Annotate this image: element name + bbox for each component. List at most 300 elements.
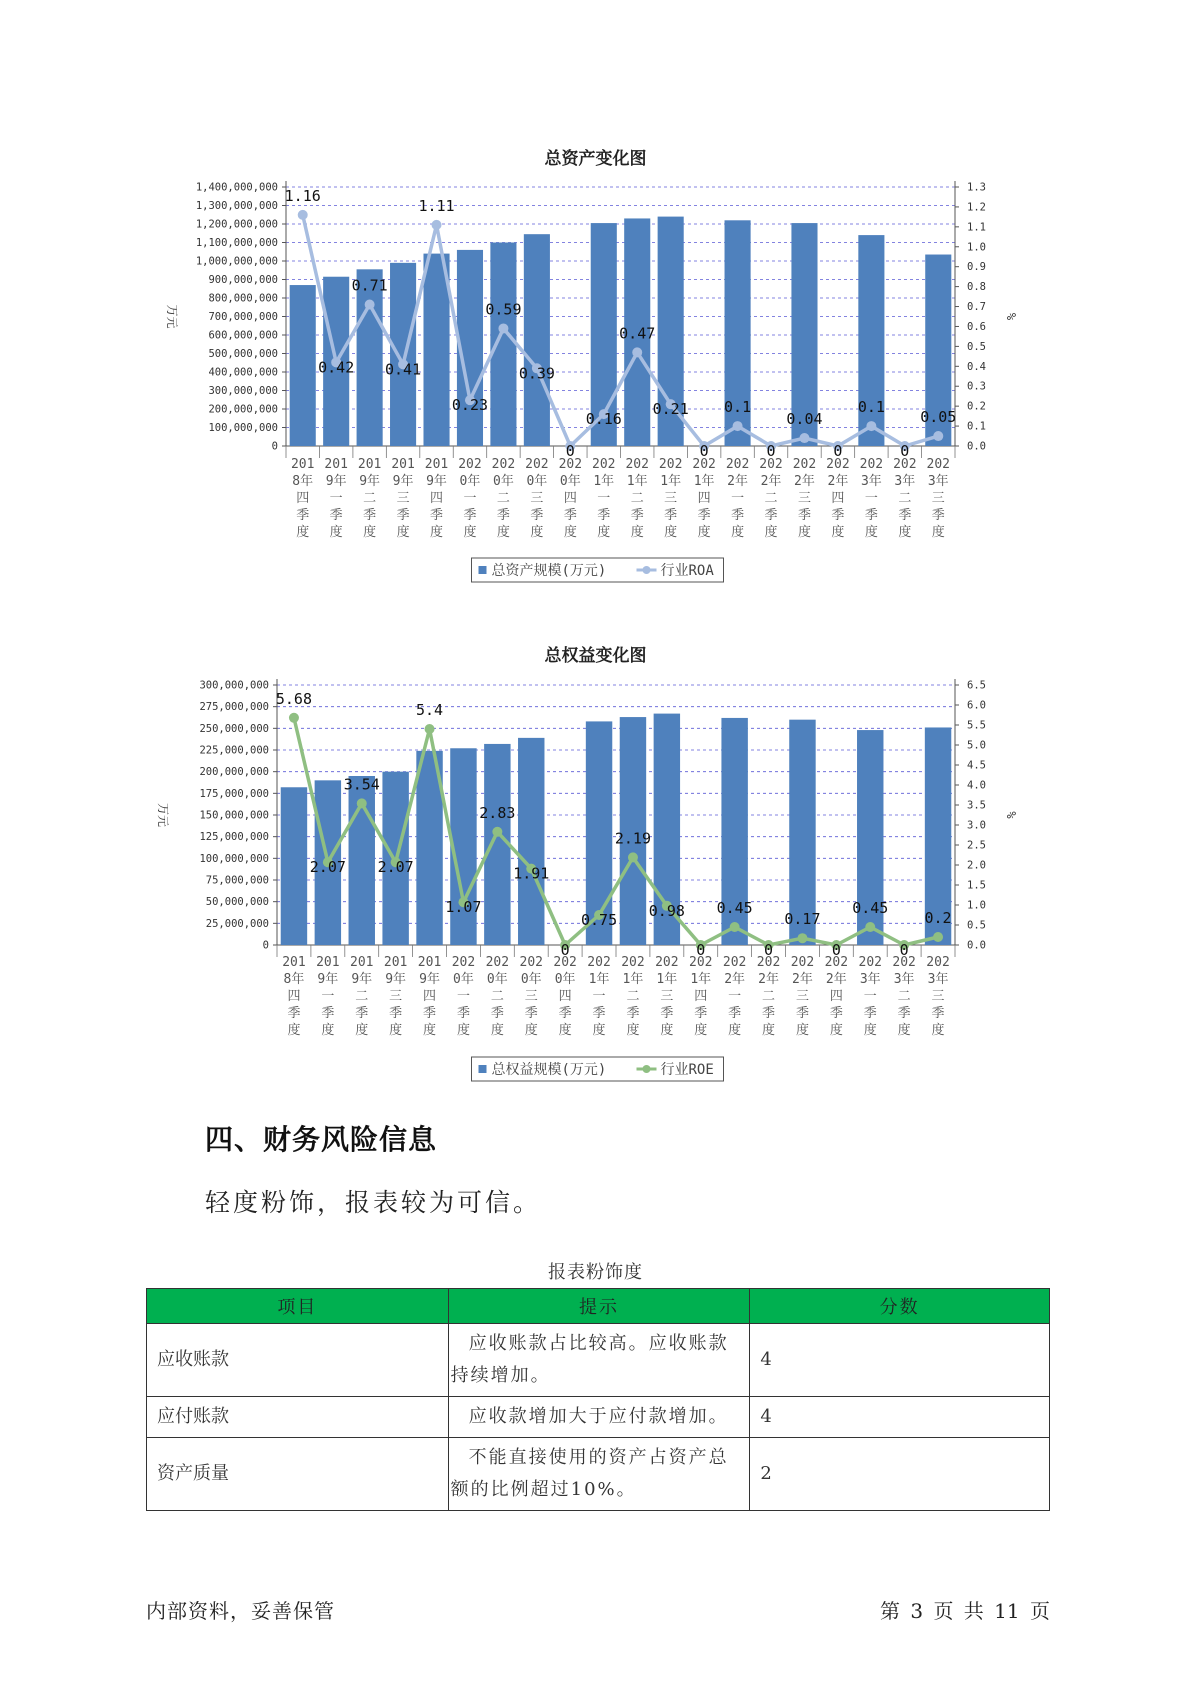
row-item: 应付账款	[147, 1397, 449, 1438]
x-tick-label: 四	[296, 491, 310, 506]
x-tick-label: 202	[491, 457, 516, 472]
y-right-tick-label: 1.3	[967, 181, 986, 194]
x-tick-label: 一	[728, 989, 742, 1004]
x-tick-label: 季	[287, 1006, 301, 1021]
x-tick-label: 季	[931, 1006, 945, 1021]
x-tick-label: 202	[655, 955, 679, 970]
x-tick-label: 季	[389, 1006, 403, 1021]
x-tick-label: 二	[363, 491, 377, 506]
chart-title: 总权益变化图	[544, 646, 647, 666]
x-tick-label: 季	[496, 508, 510, 523]
x-tick-label: 三	[931, 989, 945, 1004]
x-tick-label: 1年	[656, 972, 678, 987]
y-right-tick-label: 5.5	[967, 719, 986, 732]
y-left-tick-label: 125,000,000	[199, 831, 269, 844]
y-left-tick-label: 900,000,000	[208, 274, 278, 286]
y-left-tick-label: 1,100,000,000	[195, 237, 278, 249]
y-left-tick-label: 100,000,000	[199, 852, 269, 865]
x-tick-label: 季	[795, 1006, 809, 1021]
y-right-tick-label: 2.5	[967, 839, 986, 852]
x-tick-label: 8年	[292, 474, 314, 489]
x-tick-label: 度	[931, 1023, 945, 1038]
y-left-tick-label: 200,000,000	[199, 766, 269, 779]
x-tick-label: 季	[592, 1006, 606, 1021]
x-tick-label: 9年	[385, 972, 407, 987]
x-tick-label: 二	[898, 491, 912, 506]
data-label: 2.07	[309, 858, 346, 877]
x-tick-label: 二	[490, 989, 504, 1004]
x-tick-label: 季	[630, 508, 644, 523]
data-label: 2.07	[377, 858, 414, 877]
x-tick-label: 四	[829, 989, 843, 1004]
x-tick-label: 季	[664, 508, 678, 523]
x-tick-label: 0年	[526, 474, 548, 489]
x-tick-label: 度	[396, 525, 410, 540]
x-tick-label: 2年	[827, 474, 849, 489]
footer-page-number: 第 3 页 共 11 页	[880, 1599, 1050, 1623]
data-label: 0	[699, 442, 709, 460]
y-right-tick-label: 6.0	[967, 699, 986, 712]
x-tick-label: 度	[524, 1023, 538, 1038]
data-label: 1.07	[445, 898, 482, 917]
x-tick-label: 季	[597, 508, 611, 523]
y-right-tick-label: 5.0	[967, 739, 986, 752]
x-tick-label: 一	[463, 491, 477, 506]
x-tick-label: 季	[296, 508, 310, 523]
x-tick-label: 二	[496, 491, 510, 506]
table-row	[147, 1324, 1050, 1397]
y-right-tick-label: 0.5	[967, 340, 986, 353]
y-right-tick-label: 0.5	[967, 919, 986, 932]
y-right-tick-label: 0.9	[967, 261, 986, 274]
x-tick-label: 0年	[493, 474, 514, 489]
x-tick-label: 度	[296, 525, 310, 540]
x-tick-label: 202	[689, 955, 713, 970]
y-left-tick-label: 75,000,000	[205, 874, 269, 887]
data-label: 0	[565, 442, 575, 460]
x-tick-label: 9年	[359, 474, 381, 489]
x-tick-label: 1年	[626, 474, 648, 489]
x-tick-label: 度	[626, 1023, 640, 1038]
x-tick-label: 9年	[351, 972, 373, 987]
y-left-tick-label: 400,000,000	[208, 366, 278, 379]
x-tick-label: 季	[762, 1006, 776, 1021]
x-tick-label: 0年	[559, 474, 581, 489]
x-tick-label: 度	[864, 525, 878, 540]
y-left-unit-label: 万元	[156, 802, 170, 828]
x-tick-label: 度	[728, 1023, 742, 1038]
data-label: 0.71	[351, 276, 388, 295]
x-tick-label: 0年	[520, 972, 542, 987]
y-right-tick-label: 2.0	[967, 859, 986, 872]
y-left-tick-label: 200,000,000	[208, 403, 278, 416]
data-label: 0.41	[385, 360, 422, 379]
x-tick-label: 202	[587, 955, 611, 970]
x-tick-label: 9年	[419, 972, 440, 987]
row-item: 资产质量	[147, 1438, 449, 1511]
y-right-tick-label: 0.0	[967, 939, 986, 952]
line-point	[730, 922, 740, 932]
x-tick-label: 201	[357, 457, 382, 472]
row-score: 2	[750, 1438, 1050, 1511]
line-point	[865, 922, 875, 932]
data-label: 0.39	[518, 364, 555, 383]
legend-line-label: 行业ROE	[660, 1062, 714, 1078]
x-tick-label: 202	[519, 955, 543, 970]
x-tick-label: 201	[424, 457, 449, 472]
data-label: 0.1	[724, 398, 752, 417]
x-tick-label: 2年	[724, 972, 746, 987]
x-tick-label: 季	[626, 1006, 640, 1021]
x-tick-label: 季	[530, 508, 544, 523]
x-tick-label: 201	[350, 955, 374, 970]
section-heading: 四、财务风险信息	[205, 1123, 438, 1156]
x-tick-label: 1年	[588, 972, 610, 987]
x-tick-label: 1年	[660, 474, 682, 489]
x-tick-label: 度	[329, 525, 343, 540]
x-tick-label: 季	[731, 508, 745, 523]
x-tick-label: 1年	[593, 474, 615, 489]
x-tick-label: 三	[530, 491, 544, 506]
x-tick-label: 季	[931, 508, 945, 523]
data-label: 0	[696, 941, 706, 959]
y-left-tick-label: 0	[262, 939, 269, 952]
y-left-tick-label: 700,000,000	[208, 311, 278, 323]
x-tick-label: 9年	[317, 972, 339, 987]
y-right-tick-label: 3.0	[967, 819, 986, 832]
legend-line-marker	[643, 1065, 651, 1073]
x-tick-label: 度	[530, 525, 544, 540]
x-tick-label: 202	[625, 457, 649, 472]
data-label: 0	[766, 442, 776, 460]
x-tick-label: 四	[694, 989, 708, 1004]
line-point	[357, 798, 367, 808]
x-tick-label: 2年	[792, 972, 813, 987]
x-tick-label: 一	[731, 491, 745, 506]
x-tick-label: 202	[458, 457, 482, 472]
data-label: 0.59	[485, 300, 522, 319]
x-tick-label: 三	[797, 491, 811, 506]
data-label: 0.75	[580, 911, 618, 929]
x-tick-label: 季	[463, 508, 477, 523]
x-tick-label: 度	[496, 525, 510, 540]
x-tick-label: 202	[621, 955, 645, 970]
x-tick-label: 度	[355, 1023, 369, 1038]
x-tick-label: 202	[725, 457, 750, 472]
x-tick-label: 1年	[622, 972, 644, 987]
x-tick-label: 季	[829, 1006, 843, 1021]
legend-bar-label: 总资产规模(万元)	[491, 563, 607, 579]
x-tick-label: 季	[694, 1006, 708, 1021]
x-tick-label: 季	[321, 1006, 335, 1021]
row-hint: 不能直接使用的资产占资产总额的比例超过10%。	[448, 1438, 750, 1511]
x-tick-label: 度	[592, 1023, 606, 1038]
x-tick-label: 三	[664, 491, 678, 506]
x-tick-label: 0年	[486, 972, 508, 987]
chart-title: 总资产变化图	[544, 149, 647, 169]
y-right-tick-label: 0.4	[967, 360, 986, 373]
x-tick-label: 201	[324, 457, 348, 472]
x-tick-label: 二	[762, 989, 776, 1004]
data-label: 0.1	[857, 398, 885, 417]
x-tick-label: 度	[558, 1023, 572, 1038]
x-tick-label: 二	[764, 491, 778, 506]
data-label: 5.4	[416, 701, 444, 719]
x-tick-label: 二	[626, 989, 640, 1004]
x-tick-label: 202	[859, 457, 884, 472]
x-tick-label: 201	[383, 955, 408, 970]
y-left-tick-label: 500,000,000	[208, 348, 278, 360]
y-right-tick-label: 4.5	[967, 759, 986, 772]
x-tick-label: 202	[892, 955, 916, 970]
x-tick-label: 季	[329, 508, 343, 523]
y-left-tick-label: 175,000,000	[199, 787, 269, 800]
x-tick-label: 0年	[459, 474, 481, 489]
y-left-tick-label: 1,400,000,000	[195, 181, 278, 194]
legend-bar-swatch	[479, 1065, 487, 1073]
y-left-tick-label: 0	[271, 440, 278, 453]
x-tick-label: 季	[423, 1006, 437, 1021]
x-tick-label: 201	[391, 457, 415, 472]
data-label: 2.83	[479, 803, 516, 822]
table-header-row	[147, 1289, 1050, 1324]
x-tick-label: 季	[728, 1006, 742, 1021]
data-label: 0.04	[786, 410, 823, 429]
x-tick-label: 3年	[859, 972, 881, 987]
x-tick-label: 一	[863, 989, 877, 1004]
legend-line-label: 行业ROA	[660, 563, 714, 579]
y-left-tick-label: 50,000,000	[205, 896, 269, 909]
y-left-tick-label: 300,000,000	[208, 385, 278, 397]
legend-bar-label: 总权益规模(万元)	[491, 1062, 607, 1078]
bar	[484, 744, 510, 945]
data-label: 0.45	[716, 899, 753, 917]
x-tick-label: 季	[490, 1006, 504, 1021]
y-left-tick-label: 1,200,000,000	[195, 218, 278, 231]
x-tick-label: 度	[389, 1023, 403, 1038]
y-right-tick-label: 1.0	[967, 899, 986, 912]
header-score: 分数	[750, 1289, 1050, 1324]
x-tick-label: 2年	[794, 474, 815, 489]
x-tick-label: 度	[463, 525, 477, 540]
x-tick-label: 202	[792, 457, 817, 472]
data-label: 5.68	[275, 689, 313, 708]
x-tick-label: 3年	[893, 972, 915, 987]
x-tick-label: 四	[558, 989, 572, 1004]
data-label: 0	[831, 941, 841, 959]
x-tick-label: 季	[697, 508, 711, 523]
x-tick-label: 季	[430, 508, 444, 523]
x-tick-label: 202	[525, 457, 549, 472]
table-caption: 报表粉饰度	[548, 1262, 643, 1283]
y-right-tick-label: 0.8	[967, 281, 986, 294]
footer-confidential: 内部资料，妥善保管	[146, 1599, 335, 1623]
y-right-tick-label: 6.5	[967, 679, 986, 692]
x-tick-label: 202	[790, 955, 815, 970]
x-tick-label: 3年	[894, 474, 916, 489]
x-tick-label: 季	[797, 508, 811, 523]
y-left-tick-label: 275,000,000	[199, 701, 269, 714]
data-label: 1.91	[513, 864, 550, 883]
x-tick-label: 季	[898, 508, 912, 523]
data-label: 0.47	[619, 324, 656, 343]
x-tick-label: 202	[692, 457, 716, 472]
x-tick-label: 1年	[693, 474, 715, 489]
x-tick-label: 202	[826, 457, 850, 472]
data-label: 0	[764, 941, 774, 959]
y-left-tick-label: 800,000,000	[208, 292, 278, 305]
x-tick-label: 四	[423, 989, 437, 1004]
y-right-tick-label: 0.2	[967, 400, 986, 413]
x-tick-label: 度	[697, 525, 711, 540]
data-label: 0.2	[924, 909, 952, 927]
line-point	[797, 933, 807, 943]
data-label: 0.05	[920, 408, 957, 427]
x-tick-label: 季	[764, 508, 778, 523]
x-tick-label: 四	[831, 491, 845, 506]
x-tick-label: 度	[931, 525, 945, 540]
y-right-tick-label: 0.0	[967, 440, 986, 453]
x-tick-label: 季	[897, 1006, 911, 1021]
x-tick-label: 度	[897, 1023, 911, 1038]
x-tick-label: 202	[858, 955, 882, 970]
x-tick-label: 2年	[758, 972, 779, 987]
x-tick-label: 季	[456, 1006, 470, 1021]
table-row	[147, 1397, 1050, 1438]
x-tick-label: 度	[664, 525, 678, 540]
y-left-tick-label: 300,000,000	[199, 679, 269, 692]
bar	[281, 787, 307, 945]
line-point	[628, 852, 638, 862]
data-label: 0.16	[585, 410, 622, 429]
y-left-tick-label: 250,000,000	[199, 722, 269, 735]
x-tick-label: 度	[456, 1023, 470, 1038]
x-tick-label: 一	[597, 491, 611, 506]
header-hint: 提示	[448, 1289, 750, 1324]
y-right-tick-label: 1.5	[967, 879, 986, 892]
x-tick-label: 8年	[283, 972, 305, 987]
x-tick-label: 度	[831, 525, 845, 540]
data-label: 0.42	[318, 358, 355, 377]
data-label: 0.45	[852, 899, 889, 917]
x-tick-label: 一	[592, 989, 606, 1004]
x-tick-label: 202	[658, 457, 683, 472]
x-tick-label: 一	[456, 989, 470, 1004]
x-tick-label: 202	[824, 955, 849, 970]
data-label: 3.54	[343, 775, 380, 794]
y-left-tick-label: 600,000,000	[208, 329, 278, 342]
x-tick-label: 202	[893, 457, 917, 472]
x-tick-label: 2年	[760, 474, 782, 489]
y-right-tick-label: 0.1	[967, 420, 986, 433]
y-left-unit-label: 万元	[165, 304, 179, 329]
x-tick-label: 度	[363, 525, 377, 540]
x-tick-label: 三	[795, 989, 809, 1004]
x-tick-label: 三	[524, 989, 538, 1004]
x-tick-label: 度	[597, 525, 611, 540]
x-tick-label: 202	[926, 955, 950, 970]
x-tick-label: 202	[756, 955, 781, 970]
x-tick-label: 三	[660, 989, 674, 1004]
x-tick-label: 202	[592, 457, 616, 472]
y-left-tick-label: 225,000,000	[199, 744, 269, 757]
x-tick-label: 三	[396, 491, 410, 506]
data-label: 0.17	[784, 910, 821, 929]
y-left-tick-label: 150,000,000	[199, 809, 269, 822]
y-right-tick-label: 0.3	[967, 380, 986, 393]
x-tick-label: 一	[864, 491, 878, 506]
x-tick-label: 季	[831, 508, 845, 523]
row-score: 4	[750, 1324, 1050, 1397]
y-right-tick-label: 1.0	[967, 241, 986, 254]
x-tick-label: 四	[287, 989, 301, 1004]
x-tick-label: 2年	[727, 474, 748, 489]
y-left-tick-label: 100,000,000	[208, 422, 278, 434]
x-tick-label: 四	[697, 491, 711, 506]
x-tick-label: 202	[451, 955, 476, 970]
x-tick-label: 季	[558, 1006, 572, 1021]
table-row	[147, 1438, 1050, 1511]
x-tick-label: 度	[630, 525, 644, 540]
x-tick-label: 度	[731, 525, 745, 540]
x-tick-label: 202	[759, 457, 783, 472]
x-tick-label: 季	[355, 1006, 369, 1021]
row-item: 应收账款	[147, 1324, 449, 1397]
x-tick-label: 三	[931, 491, 945, 506]
x-tick-label: 度	[490, 1023, 504, 1038]
x-tick-label: 度	[321, 1023, 335, 1038]
y-left-tick-label: 25,000,000	[205, 917, 269, 930]
y-left-tick-label: 1,300,000,000	[195, 200, 278, 212]
data-label: 0	[833, 442, 843, 460]
x-tick-label: 季	[396, 508, 410, 523]
x-tick-label: 202	[558, 457, 583, 472]
window-dressing-table	[146, 1288, 1050, 1511]
y-right-tick-label: 0.6	[967, 320, 986, 333]
data-label: 0.98	[648, 901, 685, 920]
data-label: 0	[560, 941, 570, 959]
data-label: 0	[900, 442, 910, 460]
x-tick-label: 度	[660, 1023, 674, 1038]
x-tick-label: 3年	[860, 474, 882, 489]
data-label: 1.16	[284, 186, 321, 205]
x-tick-label: 202	[485, 955, 510, 970]
data-label: 2.19	[614, 829, 652, 848]
x-tick-label: 二	[630, 491, 644, 506]
x-tick-label: 1年	[690, 972, 712, 987]
x-tick-label: 季	[863, 1006, 877, 1021]
y-right-tick-label: 1.1	[967, 221, 986, 234]
data-label: 0	[899, 941, 909, 959]
x-tick-label: 季	[660, 1006, 674, 1021]
x-tick-label: 2年	[825, 972, 847, 987]
y-right-tick-label: 1.2	[967, 201, 986, 214]
x-tick-label: 202	[553, 955, 577, 970]
x-tick-label: 度	[694, 1023, 708, 1038]
y-right-unit-label: %	[1004, 312, 1018, 321]
x-tick-label: 3年	[927, 474, 949, 489]
x-tick-label: 度	[430, 525, 444, 540]
y-right-tick-label: 3.5	[967, 799, 986, 812]
x-tick-label: 201	[282, 955, 306, 970]
x-tick-label: 季	[864, 508, 878, 523]
line-point	[933, 932, 943, 942]
x-tick-label: 度	[898, 525, 912, 540]
x-tick-label: 一	[329, 491, 343, 506]
row-score: 4	[750, 1397, 1050, 1438]
x-tick-label: 二	[355, 989, 369, 1004]
x-tick-label: 度	[863, 1023, 877, 1038]
